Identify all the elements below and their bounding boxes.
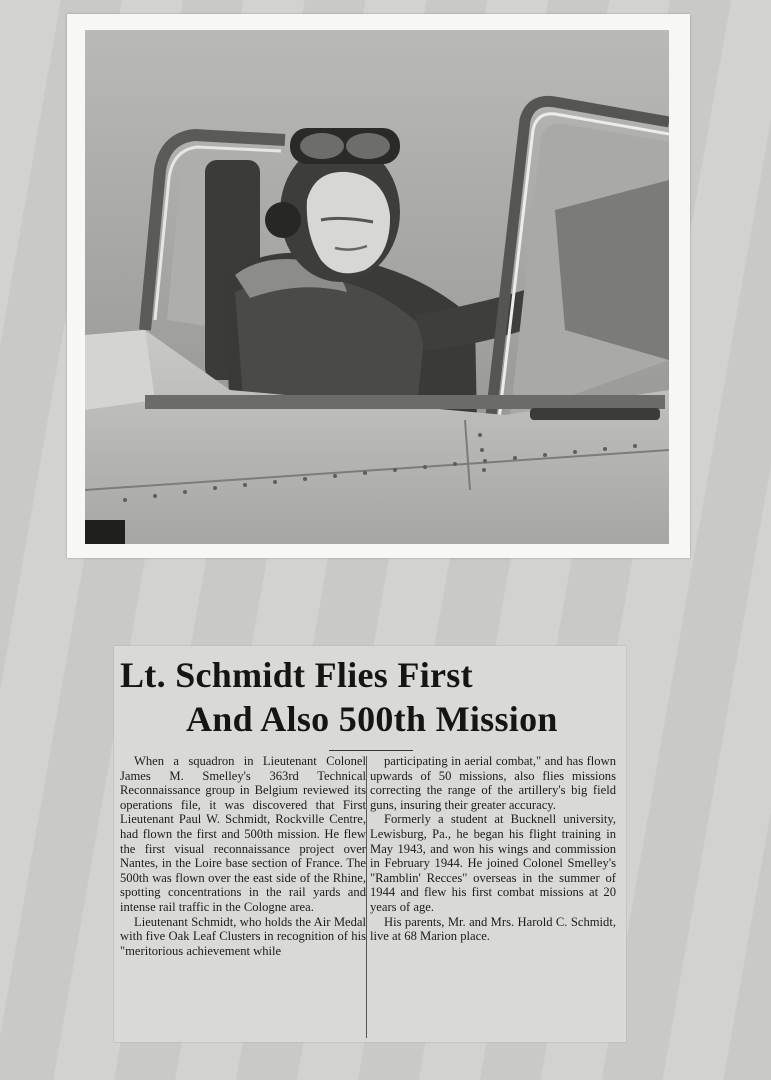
headline-line-2: And Also 500th Mission <box>186 699 558 739</box>
article-column-left <box>120 754 366 958</box>
photo-mount <box>67 14 690 558</box>
headline-rule <box>329 750 413 751</box>
article-paragraph: When a squadron in Lieutenant Colonel James M. Smelley's 363rd Technical Reconnaissance group in Belgium reviewed its operations file, it was discovered that First Lieutenant Paul W. Schmidt, Rockville Centre, had flown the first and 500th mission. He flew the first visual reconnaissance project over Nantes, in the Loire base section of France. The 500th was flown over the east side of the Rhine, spotting concentrations in the rail yards and intense rail traffic in the Cologne area. <box>120 754 366 914</box>
newspaper-clipping <box>114 646 626 1042</box>
pilot-cockpit-photo <box>85 30 669 544</box>
article-paragraph: His parents, Mr. and Mrs. Harold C. Schmidt, live at 68 Marion place. <box>370 914 616 944</box>
article-paragraph: Lieutenant Schmidt, who holds the Air Medal with five Oak Leaf Clusters in recognition of his "meritorious achievement while <box>120 914 366 958</box>
article-column-right <box>370 754 616 944</box>
headline-line-1: Lt. Schmidt Flies First <box>120 655 473 695</box>
column-divider <box>366 756 367 1038</box>
article-paragraph: participating in aerial combat," and has flown upwards of 50 missions, also flies missions correcting the range of the artillery's big field guns, insuring their greater accuracy. <box>370 754 616 812</box>
article-paragraph: Formerly a student at Bucknell university, Lewisburg, Pa., he began his flight training in May 1943, and won his wings and commission in February 1944. He joined Colonel Smelley's "Ramblin' Recces" overseas in the summer of 1944 and flew his first combat missions at 20 years of age. <box>370 812 616 914</box>
